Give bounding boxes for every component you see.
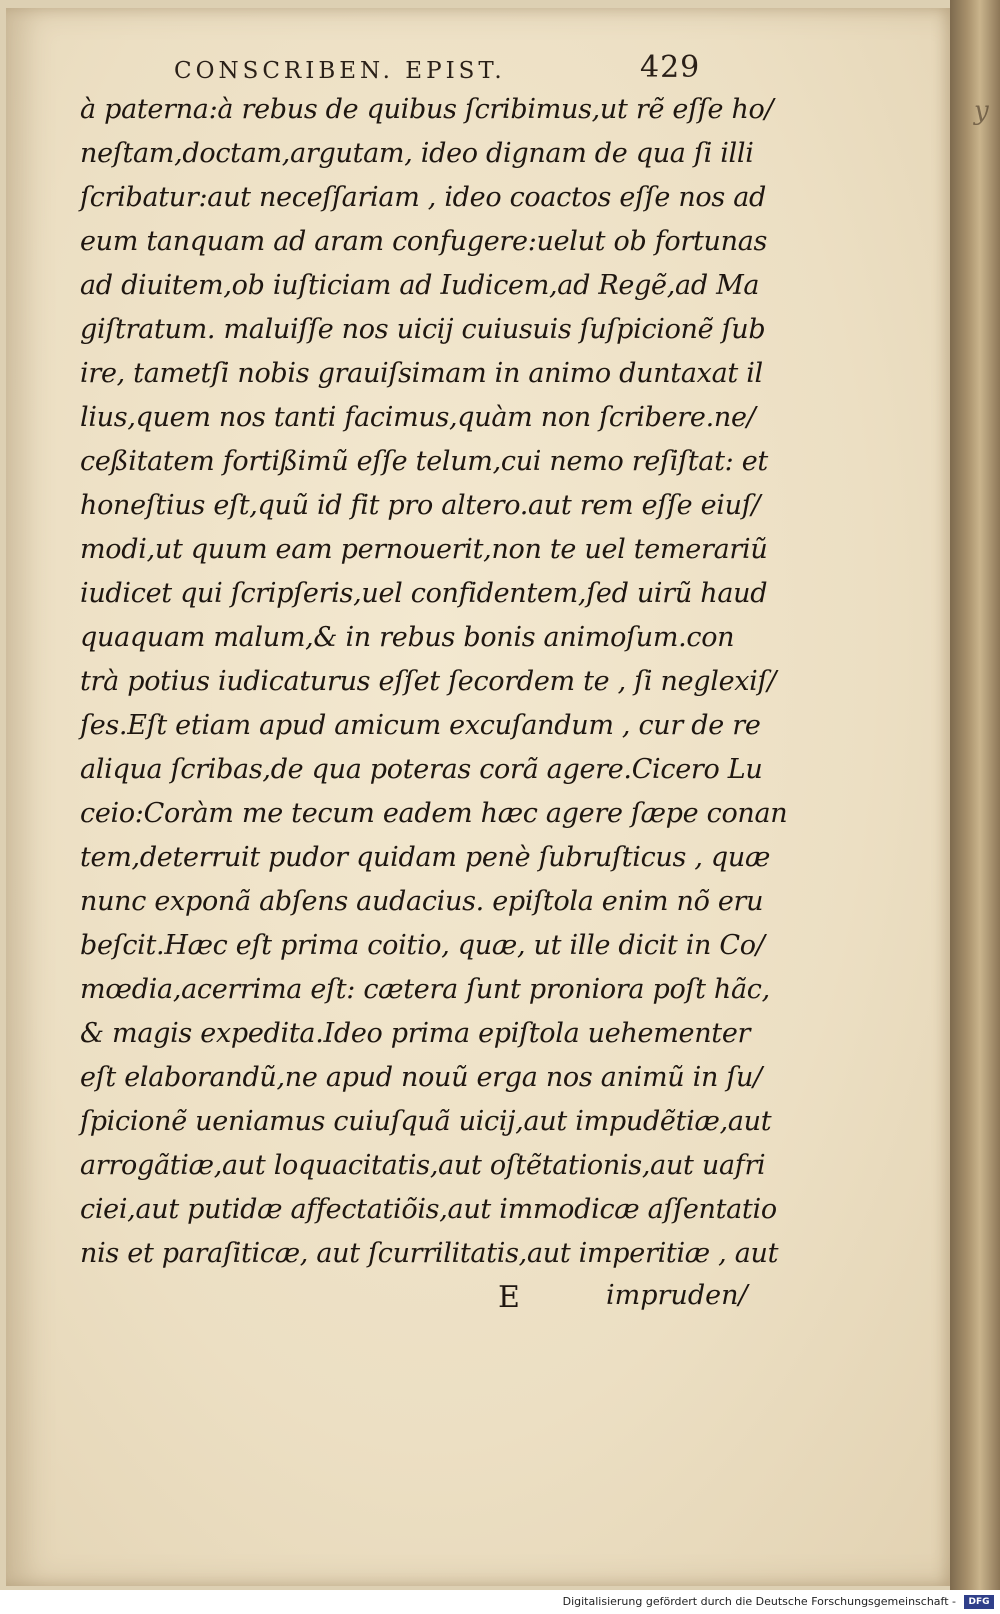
text-line: aliqua ſcribas,de qua poteras corã agere.Cicero Lu (80, 754, 763, 785)
text-line: neſtam,doctam,argutam, ideo dignam de qua ſi illi (80, 138, 754, 169)
text-line: à paterna:à rebus de quibus ſcribimus,ut rẽ eſſe ho/ (80, 94, 774, 125)
text-line: eſt elaborandũ,ne apud nouũ erga nos animũ in ſu/ (80, 1062, 762, 1093)
text-line: nunc exponã abſens audacius. epiſtola enim nõ eru (80, 886, 764, 917)
text-line: modi,ut quum eam pernouerit,non te uel temerariũ (80, 534, 768, 565)
text-line: ſpicionẽ ueniamus cuiuſquã uicij,aut impudẽtiæ,aut (80, 1106, 772, 1137)
text-line: ad diuitem,ob iuſticiam ad Iudicem,ad Regẽ,ad Ma (80, 270, 760, 301)
text-line: ceio:Coràm me tecum eadem hæc agere ſæpe conan (80, 798, 788, 829)
text-line: ceßitatem fortißimũ eſſe telum,cui nemo reſiſtat: et (80, 446, 768, 477)
signature-mark: E (498, 1280, 520, 1315)
text-line: nis et paraſiticæ, aut ſcurrilitatis,aut imperitiæ , aut (80, 1238, 779, 1269)
catchword: impruden/ (606, 1280, 748, 1311)
dfg-logo: DFG (964, 1595, 994, 1609)
text-line: quaquam malum,& in rebus bonis animoſum.con (80, 622, 735, 653)
text-line: & magis expedita.Ideo prima epiſtola uehementer (80, 1018, 751, 1049)
text-line: beſcit.Hæc eſt prima coitio, quæ, ut ille dicit in Co/ (80, 930, 765, 961)
book-edge (950, 0, 1000, 1590)
signature-line (486, 1280, 766, 1324)
text-line: giſtratum. maluiſſe nos uicij cuiusuis ſuſpicionẽ ſub (80, 314, 766, 345)
text-line: honeſtius eſt,quũ id fit pro altero.aut rem eſſe eiuſ/ (80, 490, 761, 521)
text-line: iudicet qui ſcripſeris,uel confidentem,ſed uirũ haud (80, 578, 768, 609)
text-line: ire, tametſi nobis grauiſsimam in animo duntaxat il (80, 358, 763, 389)
text-line: lius,quem nos tanti facimus,quàm non ſcribere.ne/ (80, 402, 756, 433)
text-line: ciei,aut putidæ affectatiõis,aut immodicæ aſſentatio (80, 1194, 777, 1225)
text-line: tem,deterruit pudor quidam penè ſubruſticus , quæ (80, 842, 771, 873)
text-line: ſes.Eſt etiam apud amicum excuſandum , cur de re (80, 710, 761, 741)
text-line: arrogãtiæ,aut loquacitatis,aut oſtẽtationis,aut uafri (80, 1150, 766, 1181)
body-text (80, 88, 788, 1276)
text-line: trà potius iudicaturus eſſet ſecordem te , ſi neglexiſ/ (80, 666, 777, 697)
running-title: CONSCRIBEN. EPIST. (174, 58, 506, 84)
text-line: ſcribatur:aut neceſſariam , ideo coactos eſſe nos ad (80, 182, 767, 213)
text-line: eum tanquam ad aram confugere:uelut ob fortunas (80, 226, 768, 257)
footer-credit: Digitalisierung gefördert durch die Deutsche Forschungsgemeinschaft - (562, 1595, 956, 1608)
book-page (6, 8, 952, 1586)
page-number: 429 (640, 50, 701, 85)
facing-page-bleed: y (974, 96, 989, 126)
text-line: mœdia,acerrima eſt: cætera ſunt proniora poſt hãc, (80, 974, 770, 1005)
footer-bar (0, 1590, 1000, 1614)
